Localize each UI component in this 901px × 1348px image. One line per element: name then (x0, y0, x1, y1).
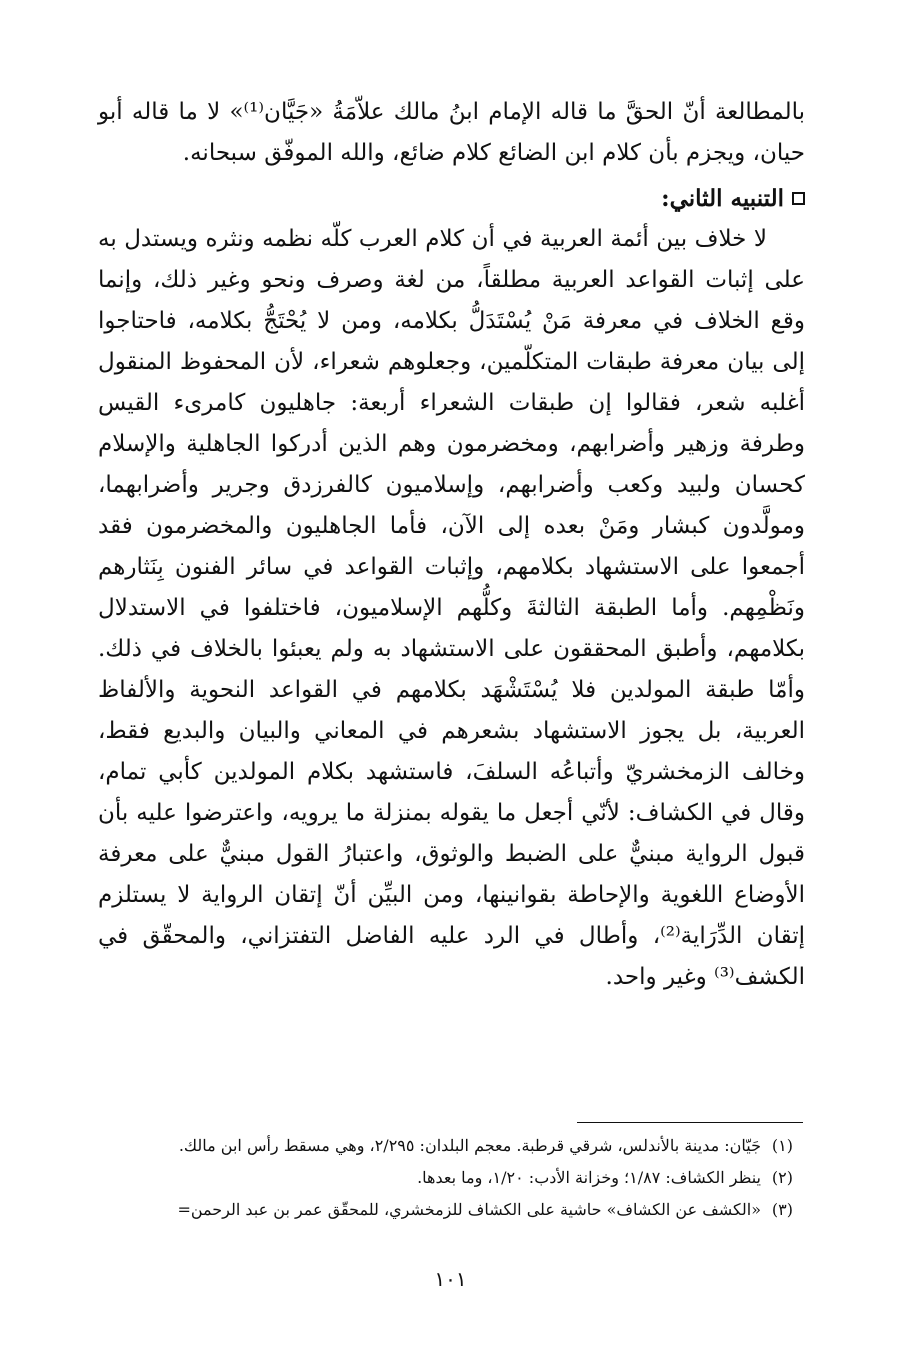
section-heading (98, 178, 805, 219)
footnote-number: (٢) (771, 1168, 793, 1187)
footnote-text: «الكشف عن الكشاف» حاشية على الكشاف للزمخشري، للمحقّق عمر بن عبد الرحمن= (177, 1200, 761, 1219)
footnotes (98, 1132, 805, 1228)
footnote-separator (577, 1122, 803, 1123)
section-heading-text: التنبيه الثاني: (661, 185, 784, 212)
main-text (98, 92, 805, 998)
footnote-text: ينظر الكشاف: ١/٨٧؛ وخزانة الأدب: ١/٢٠، وما بعدها. (417, 1168, 761, 1187)
body-paragraph: لا خلاف بين أئمة العربية في أن كلام العرب كلّه نظمه ونثره ويستدل به على إثبات القواعد العربية مطلقاً، من لغة وصرف ونحو وغير ذلك، وإنما وقع الخلاف في معرفة مَنْ يُسْتَدَلُّ بكلامه، ومن لا يُحْتَجُّ بكلامه، فاحتاجوا إلى بيان معرفة طبقات المتكلّمين، وجعلوهم شعراء، لأن المحفوظ المنقول أغلبه شعر، فقالوا إن طبقات الشعراء أربعة: جاهليون كامرىء القيس وطرفة وزهير وأضرابهم، ومخضرمون وهم الذين أدركوا الجاهلية والإسلام كحسان ولبيد وكعب وأضرابهم، وإسلاميون كالفرزدق وجرير وأضرابهما، ومولَّدون كبشار ومَنْ بعده إلى الآن، فأما الجاهليون والمخضرمون فقد أجمعوا على الاستشهاد بكلامهم، وإثبات القواعد في سائر الفنون بِنَثارهم ونَظْمِهم. وأما الطبقة الثالثةَ وكلُّهم الإسلاميون، فاختلفوا في الاستدلال بكلامهم، وأطبق المحققون على الاستشهاد به ولم يعبئوا بالخلاف في ذلك. وأمّا طبقة المولدين فلا يُسْتَشْهَد بكلامهم في القواعد النحوية والألفاظ العربية، بل يجوز الاستشهاد بشعرهم في المعاني والبيان والبديع فقط، وخالف الزمخشريّ وأتباعُه السلفَ، فاستشهد بكلام المولدين كأبي تمام، وقال في الكشاف: لأنّي أجعل ما يقوله بمنزلة ما يرويه، واعترضوا عليه بأن قبول الرواية مبنيٌّ على الضبط والوثوق، واعتبارُ القول مبنيٌّ على معرفة الأوضاع اللغوية والإحاطة بقوانينها، ومن البيِّن أنّ إتقان الرواية لا يستلزم إتقان الدِّرَاية⁽²⁾، وأطال في الرد عليه الفاضل التفتزاني، والمحقّق في الكشف⁽³⁾ وغير واحد. (98, 226, 805, 990)
intro-paragraph: بالمطالعة أنّ الحقَّ ما قاله الإمام ابنُ مالك علاّمَةُ «جَيَّان⁽¹⁾» لا ما قاله أبو حيان، ويجزم بأن كلام ابن الضائع كلام ضائع، والله الموفّق سبحانه. (98, 99, 805, 166)
footnote-number: (٣) (771, 1200, 793, 1219)
footnote-text: جَيّان: مدينة بالأندلس، شرقي قرطبة. معجم البلدان: ٢/٢٩٥، وهي مسقط رأس ابن مالك. (178, 1136, 761, 1155)
page-number: ١٠١ (434, 1267, 467, 1291)
footnote-number: (١) (771, 1136, 793, 1155)
footnote-item (98, 1196, 805, 1224)
footnote-item (98, 1164, 805, 1192)
footnote-item (98, 1132, 805, 1160)
square-bullet-icon (792, 192, 805, 205)
